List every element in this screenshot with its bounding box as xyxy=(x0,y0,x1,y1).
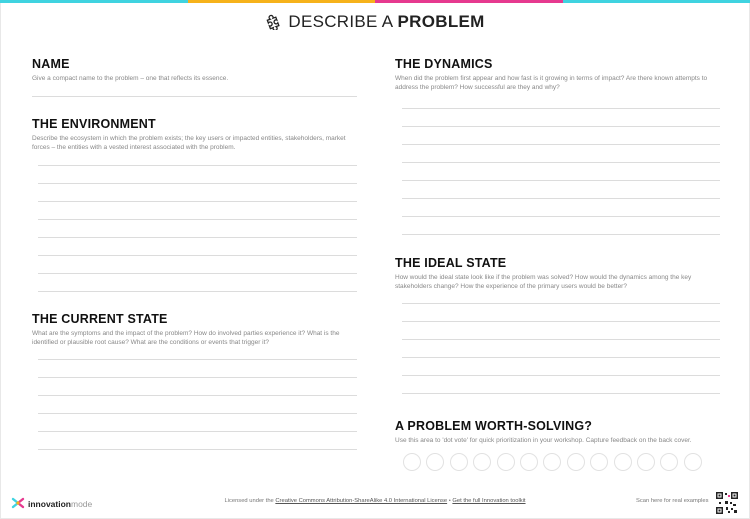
environment-write-line[interactable] xyxy=(38,291,357,292)
environment-write-line[interactable] xyxy=(38,237,357,238)
section-current-state xyxy=(32,312,362,347)
license-link[interactable]: Creative Commons Attribution-ShareAlike 4.0 International License xyxy=(275,498,448,504)
section-dynamics xyxy=(395,57,725,92)
dot-vote-row xyxy=(403,453,702,471)
vote-dot[interactable] xyxy=(590,453,608,471)
ideal-write-line[interactable] xyxy=(402,303,720,304)
dynamics-write-line[interactable] xyxy=(402,126,720,127)
section-ideal-title: THE IDEAL STATE xyxy=(395,256,507,270)
color-bar xyxy=(0,0,750,3)
vote-dot[interactable] xyxy=(660,453,678,471)
license-separator: • xyxy=(447,498,453,504)
section-name-title: NAME xyxy=(32,57,70,71)
vote-dot[interactable] xyxy=(543,453,561,471)
name-write-line[interactable] xyxy=(32,96,357,97)
section-ideal-state xyxy=(395,256,725,291)
qr-code-icon[interactable] xyxy=(716,492,738,514)
brand-name-light: mode xyxy=(70,499,93,509)
section-worth-title: A PROBLEM WORTH-SOLVING? xyxy=(395,419,593,433)
section-worth-desc: Use this area to 'dot vote' for quick prioritization in your workshop. Capture feedback on the back cover. xyxy=(395,437,692,444)
current-write-line[interactable] xyxy=(38,413,357,414)
license-prefix: Licensed under the xyxy=(224,498,276,504)
dynamics-write-line[interactable] xyxy=(402,198,720,199)
section-dynamics-desc: When did the problem first appear and how fast is it growing in terms of impact? Are there known attempts to address the problem? How successful are they and why? xyxy=(395,75,708,91)
section-worth-solving xyxy=(395,419,740,446)
current-write-line[interactable] xyxy=(38,377,357,378)
dynamics-write-line[interactable] xyxy=(402,144,720,145)
section-current-title: THE CURRENT STATE xyxy=(32,312,168,326)
section-environment xyxy=(32,117,362,152)
ideal-write-line[interactable] xyxy=(402,393,720,394)
vote-dot[interactable] xyxy=(426,453,444,471)
vote-dot[interactable] xyxy=(684,453,702,471)
vote-dot[interactable] xyxy=(403,453,421,471)
ideal-write-line[interactable] xyxy=(402,339,720,340)
dynamics-write-line[interactable] xyxy=(402,162,720,163)
current-write-line[interactable] xyxy=(38,431,357,432)
title-light: DESCRIBE A xyxy=(288,12,398,31)
ideal-write-line[interactable] xyxy=(402,375,720,376)
section-name xyxy=(32,57,362,84)
section-dynamics-title: THE DYNAMICS xyxy=(395,57,493,71)
dynamics-write-line[interactable] xyxy=(402,108,720,109)
environment-write-line[interactable] xyxy=(38,201,357,202)
section-environment-title: THE ENVIRONMENT xyxy=(32,117,156,131)
vote-dot[interactable] xyxy=(567,453,585,471)
section-ideal-desc: How would the ideal state look like if the problem was solved? How would the dynamics among the key stakeholders change? How the experience of the primary users would be better? xyxy=(395,274,692,290)
environment-write-line[interactable] xyxy=(38,273,357,274)
vote-dot[interactable] xyxy=(473,453,491,471)
section-environment-desc: Describe the ecosystem in which the problem exists; the key users or impacted entities, stakeholders, market forces – the entities with a vested interest associated with the problem. xyxy=(32,135,346,151)
dynamics-write-line[interactable] xyxy=(402,180,720,181)
current-write-line[interactable] xyxy=(38,449,357,450)
dynamics-write-line[interactable] xyxy=(402,234,720,235)
vote-dot[interactable] xyxy=(637,453,655,471)
puzzle-icon xyxy=(265,12,283,35)
page-title xyxy=(0,12,750,35)
ideal-write-line[interactable] xyxy=(402,357,720,358)
section-current-desc: What are the symptoms and the impact of the problem? How do involved parties experience it? What is the identified or plausible root cause? What are the conditions or events that trigger it? xyxy=(32,330,340,346)
environment-write-line[interactable] xyxy=(38,255,357,256)
title-bold: PROBLEM xyxy=(397,12,485,31)
environment-write-line[interactable] xyxy=(38,183,357,184)
environment-write-line[interactable] xyxy=(38,165,357,166)
environment-write-line[interactable] xyxy=(38,219,357,220)
dynamics-write-line[interactable] xyxy=(402,216,720,217)
vote-dot[interactable] xyxy=(450,453,468,471)
vote-dot[interactable] xyxy=(614,453,632,471)
scan-label: Scan here for real examples xyxy=(636,498,709,504)
current-write-line[interactable] xyxy=(38,395,357,396)
current-write-line[interactable] xyxy=(38,359,357,360)
brand-name-bold: innovation xyxy=(28,499,71,509)
ideal-write-line[interactable] xyxy=(402,321,720,322)
section-name-desc: Give a compact name to the problem – one that reflects its essence. xyxy=(32,75,229,82)
vote-dot[interactable] xyxy=(520,453,538,471)
vote-dot[interactable] xyxy=(497,453,515,471)
toolkit-link[interactable]: Get the full Innovation toolkit xyxy=(452,498,526,504)
